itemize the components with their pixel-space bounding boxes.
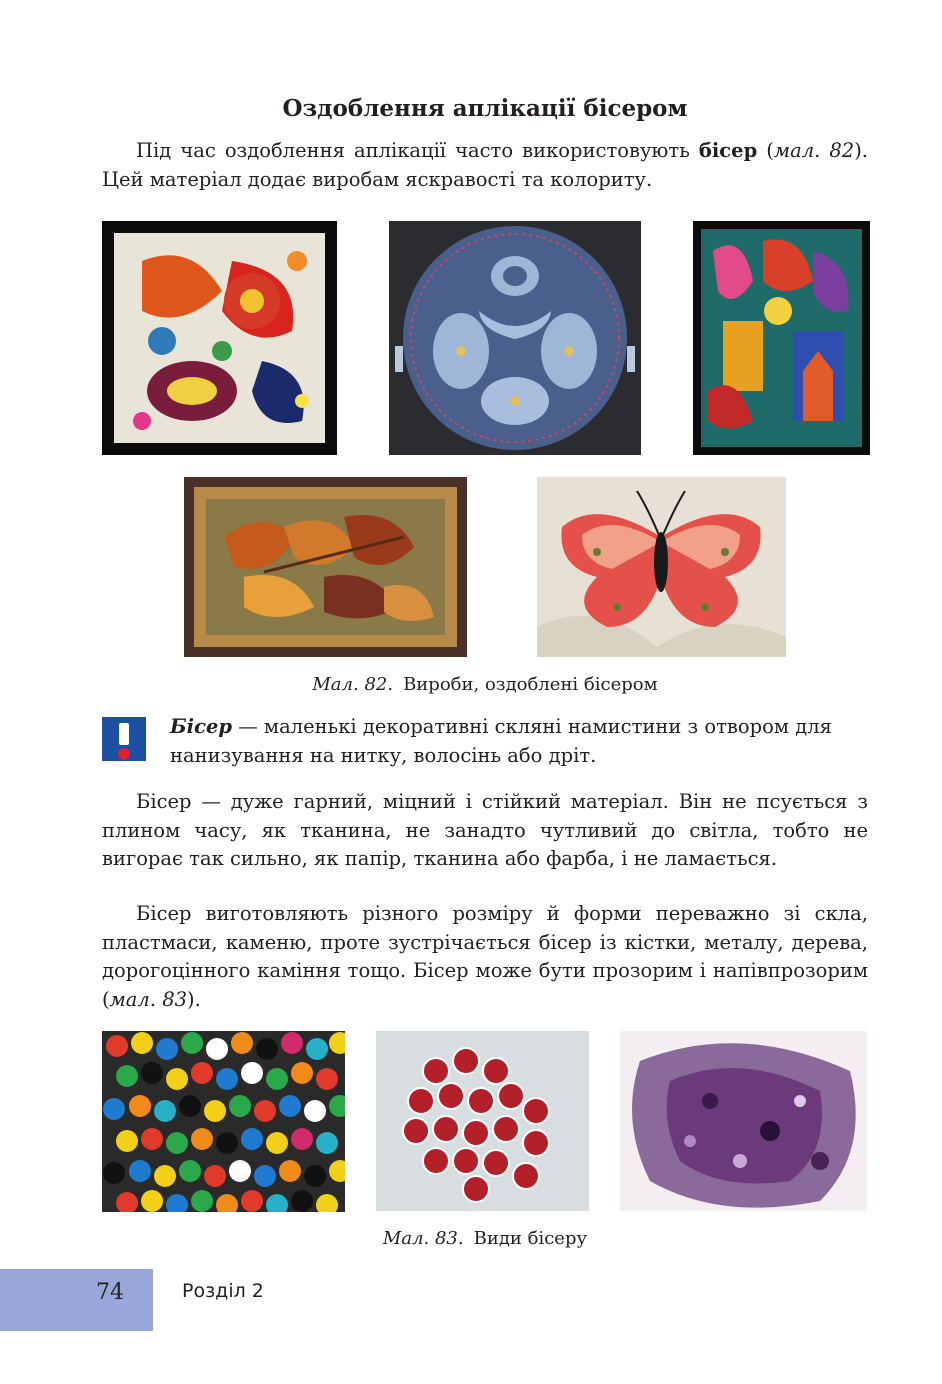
figure-ref: мал. 82 xyxy=(773,139,855,162)
page-number-tab xyxy=(0,1269,153,1331)
section-heading: Оздоблення аплікації бісером xyxy=(282,95,688,122)
section-label: Розділ 2 xyxy=(182,1280,264,1302)
figure-ref: мал. 83 xyxy=(109,987,188,1011)
exclamation-icon xyxy=(102,717,146,761)
term-bold: бісер xyxy=(698,139,758,162)
image-beaded-abstract-panel xyxy=(102,221,337,455)
image-beaded-denim-circle xyxy=(389,221,641,455)
image-purple-glass-beads xyxy=(620,1031,867,1211)
intro-paragraph: Під час оздоблення аплікації часто використовують бісер (мал. 82). Цей матеріал додає виробам яскравості та колориту. xyxy=(102,139,869,191)
definition-text: Бісер — маленькі декоративні скляні намистини з отвором для нанизування на нитку, волосінь або дріт. xyxy=(170,715,832,767)
image-red-striped-beads xyxy=(376,1031,589,1211)
body-paragraph-1: Бісер — дуже гарний, міцний і стійкий матеріал. Він не псується з плином часу, як тканина, не занадто чутливий до світла, тобто не вигорає так сильно, як папір, тканина або фарба, і не ламається. xyxy=(102,790,868,871)
image-beaded-colorful-panel xyxy=(693,221,870,455)
figure-82-caption: Мал. 82. Вироби, оздоблені бісером xyxy=(312,674,658,695)
body-paragraph-2: Бісер виготовляють різного розміру й форми переважно зі скла, пластмаси, каменю, проте зустрічається бісер із кістки, металу, дерева, дорогоцінного каміння тощо. Бісер може бути прозорим і напівпрозорим (мал. 83). xyxy=(102,902,868,1011)
definition-term: Бісер xyxy=(170,715,232,738)
image-beaded-leaves-frame xyxy=(184,477,467,657)
image-beaded-butterfly xyxy=(537,477,786,657)
figure-83-caption: Мал. 83. Види бісеру xyxy=(382,1228,588,1249)
image-multicolor-seed-beads xyxy=(102,1031,345,1212)
page-number: 74 xyxy=(96,1280,124,1305)
